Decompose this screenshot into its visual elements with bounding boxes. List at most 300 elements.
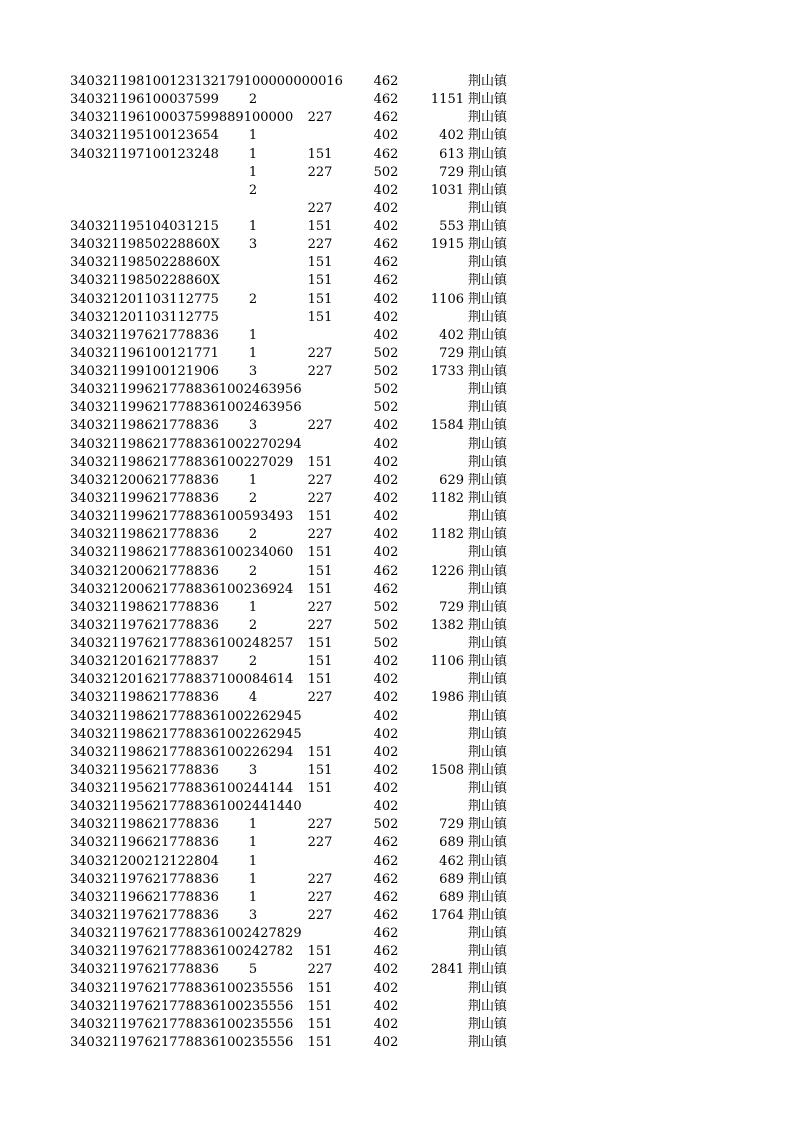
- town-cell: 荆山镇: [468, 889, 508, 905]
- table-row: [0, 490, 793, 508]
- id-cell: 340321198621778836100227029: [70, 454, 294, 470]
- id-cell: 34032119850228860X: [70, 237, 220, 253]
- table-row: [0, 454, 793, 472]
- total-cell: 689: [439, 835, 464, 851]
- town-cell: 荆山镇: [468, 400, 508, 416]
- amount-a-cell: [300, 436, 340, 454]
- id-cell: 340321201621778837100084614: [70, 672, 294, 688]
- amount-b-cell: 402: [373, 454, 399, 470]
- total-cell: 729: [439, 599, 464, 615]
- amount-a-cell: [300, 399, 340, 417]
- amount-a-cell: 151: [307, 509, 333, 525]
- total-cell: 689: [439, 871, 464, 887]
- total-cell: [420, 399, 464, 417]
- amount-b-cell: 462: [373, 889, 399, 905]
- town-cell: 荆山镇: [468, 563, 508, 579]
- total-cell: 1031: [430, 182, 464, 198]
- table-row: [0, 109, 793, 127]
- id-cell: 340321199621778836: [70, 490, 219, 506]
- count-cell: [240, 200, 266, 218]
- amount-b-cell: 402: [373, 799, 399, 815]
- count-cell: [240, 726, 266, 744]
- amount-b-cell: 402: [373, 509, 399, 525]
- table-row: [0, 907, 793, 925]
- table-row: [0, 436, 793, 454]
- table-row: [0, 599, 793, 617]
- count-cell: 1: [248, 219, 258, 235]
- count-cell: [240, 309, 266, 327]
- total-cell: [420, 671, 464, 689]
- amount-b-cell: 402: [373, 219, 399, 235]
- count-cell: 1: [248, 871, 258, 887]
- amount-b-cell: 462: [373, 835, 399, 851]
- amount-b-cell: 462: [373, 944, 399, 960]
- count-cell: [240, 925, 266, 943]
- count-cell: [240, 744, 266, 762]
- total-cell: 1106: [430, 291, 464, 307]
- total-cell: 1508: [430, 762, 464, 778]
- town-cell: 荆山镇: [468, 980, 508, 996]
- id-cell: 340321198621778836: [70, 599, 219, 615]
- total-cell: 1151: [430, 92, 464, 108]
- town-cell: 荆山镇: [468, 200, 508, 216]
- amount-b-cell: 402: [373, 200, 399, 216]
- town-cell: 荆山镇: [468, 219, 508, 235]
- amount-a-cell: [300, 925, 340, 943]
- count-cell: 3: [248, 364, 258, 380]
- amount-b-cell: 402: [373, 1016, 399, 1032]
- table-row: [0, 381, 793, 399]
- table-row: [0, 943, 793, 961]
- amount-b-cell: 402: [373, 962, 399, 978]
- total-cell: 553: [439, 219, 464, 235]
- amount-b-cell: 402: [373, 1034, 399, 1050]
- table-row: [0, 581, 793, 599]
- amount-b-cell: 502: [373, 817, 399, 833]
- town-cell: 荆山镇: [468, 74, 508, 89]
- id-cell: 340321195621778836: [70, 762, 219, 778]
- table-row: [0, 798, 793, 816]
- count-cell: 1: [248, 817, 258, 833]
- amount-b-cell: 462: [373, 237, 399, 253]
- amount-b-cell: 402: [373, 527, 399, 543]
- town-cell: 荆山镇: [468, 527, 508, 543]
- amount-a-cell: 151: [307, 309, 333, 325]
- table-row: [0, 291, 793, 309]
- total-cell: [420, 780, 464, 798]
- count-cell: 1: [248, 472, 258, 488]
- town-cell: 荆山镇: [468, 636, 508, 652]
- town-cell: 荆山镇: [468, 327, 508, 343]
- amount-a-cell: [300, 127, 340, 145]
- id-cell: 340321198621778836: [70, 527, 219, 543]
- total-cell: [420, 726, 464, 744]
- id-cell: 340321197621778836100235556: [70, 998, 294, 1014]
- count-cell: 5: [248, 962, 258, 978]
- count-cell: 3: [248, 907, 258, 923]
- count-cell: 1: [248, 327, 258, 343]
- amount-b-cell: 502: [373, 382, 399, 398]
- amount-a-cell: 227: [307, 164, 333, 180]
- amount-a-cell: 227: [307, 237, 333, 253]
- table-row: [0, 1016, 793, 1034]
- id-cell: 3403211986217788361002270294: [70, 436, 302, 452]
- amount-b-cell: 502: [373, 345, 399, 361]
- count-cell: 3: [248, 237, 258, 253]
- count-cell: [240, 635, 266, 653]
- amount-a-cell: [300, 91, 340, 109]
- town-cell: 荆山镇: [468, 545, 508, 561]
- id-cell: 340321197621778836: [70, 907, 219, 923]
- town-cell: 荆山镇: [468, 907, 508, 923]
- amount-a-cell: 151: [307, 1034, 333, 1050]
- total-cell: [420, 200, 464, 218]
- table-row: [0, 508, 793, 526]
- amount-a-cell: [300, 327, 340, 345]
- table-row: [0, 127, 793, 145]
- id-cell: 340321201103112775: [70, 291, 219, 307]
- amount-b-cell: 402: [373, 291, 399, 307]
- count-cell: 2: [248, 291, 258, 307]
- count-cell: [240, 454, 266, 472]
- table-row: [0, 998, 793, 1016]
- table-row: [0, 853, 793, 871]
- id-cell: 340321198621778836100226294: [70, 744, 294, 760]
- total-cell: [420, 436, 464, 454]
- town-cell: 荆山镇: [468, 509, 508, 525]
- total-cell: 729: [439, 817, 464, 833]
- town-cell: 荆山镇: [468, 962, 508, 978]
- count-cell: [240, 272, 266, 290]
- town-cell: 荆山镇: [468, 382, 508, 398]
- count-cell: [240, 508, 266, 526]
- amount-a-cell: [300, 182, 340, 200]
- table-row: [0, 961, 793, 979]
- town-cell: 荆山镇: [468, 345, 508, 361]
- count-cell: 1: [248, 164, 258, 180]
- id-cell: 340321196100037599: [70, 92, 219, 108]
- amount-a-cell: 151: [307, 273, 333, 289]
- town-cell: 荆山镇: [468, 92, 508, 108]
- id-cell: 3403211976217788361002427829: [70, 926, 302, 942]
- amount-a-cell: 227: [307, 418, 333, 434]
- amount-a-cell: 151: [307, 545, 333, 561]
- count-cell: [240, 943, 266, 961]
- amount-b-cell: 402: [373, 726, 399, 742]
- amount-b-cell: 402: [373, 690, 399, 706]
- amount-a-cell: 151: [307, 980, 333, 996]
- count-cell: [240, 581, 266, 599]
- total-cell: [420, 581, 464, 599]
- count-cell: [240, 254, 266, 272]
- table-row: [0, 744, 793, 762]
- amount-b-cell: 402: [373, 980, 399, 996]
- count-cell: 1: [248, 128, 258, 144]
- amount-a-cell: 227: [307, 889, 333, 905]
- count-cell: 1: [248, 889, 258, 905]
- id-cell: 3403211986217788361002262945: [70, 708, 302, 724]
- id-cell: 340321197621778836100235556: [70, 1034, 294, 1050]
- id-cell: 34032119850228860X: [70, 273, 220, 289]
- count-cell: 3: [248, 418, 258, 434]
- amount-a-cell: 227: [307, 527, 333, 543]
- table-row: [0, 925, 793, 943]
- town-cell: 荆山镇: [468, 291, 508, 307]
- table-row: [0, 164, 793, 182]
- count-cell: [240, 798, 266, 816]
- id-cell: 340321195104031215: [70, 219, 219, 235]
- id-cell: 340321197621778836100235556: [70, 980, 294, 996]
- amount-a-cell: 151: [307, 944, 333, 960]
- total-cell: 402: [439, 128, 464, 144]
- table-row: [0, 780, 793, 798]
- total-cell: 1986: [430, 690, 464, 706]
- town-cell: 荆山镇: [468, 1016, 508, 1032]
- id-cell: 340321200621778836: [70, 563, 219, 579]
- id-cell: 340321197621778836: [70, 327, 219, 343]
- amount-a-cell: [300, 798, 340, 816]
- amount-b-cell: 402: [373, 762, 399, 778]
- amount-b-cell: 502: [373, 164, 399, 180]
- id-cell: 340321197621778836100242782: [70, 944, 294, 960]
- table-row: [0, 653, 793, 671]
- total-cell: [420, 73, 464, 91]
- amount-a-cell: 151: [307, 654, 333, 670]
- count-cell: 2: [248, 92, 258, 108]
- amount-b-cell: 402: [373, 708, 399, 724]
- table-row: [0, 472, 793, 490]
- table-row: [0, 544, 793, 562]
- total-cell: [420, 798, 464, 816]
- table-row: [0, 617, 793, 635]
- town-cell: 荆山镇: [468, 926, 508, 942]
- total-cell: [420, 309, 464, 327]
- town-cell: 荆山镇: [468, 237, 508, 253]
- amount-b-cell: 462: [373, 146, 399, 162]
- table-row: [0, 73, 793, 91]
- table-row: [0, 980, 793, 998]
- amount-b-cell: 402: [373, 418, 399, 434]
- table-row: [0, 834, 793, 852]
- count-cell: 1: [248, 345, 258, 361]
- town-cell: 荆山镇: [468, 273, 508, 289]
- town-cell: 荆山镇: [468, 472, 508, 488]
- amount-b-cell: 462: [373, 871, 399, 887]
- id-cell: 340321197621778836: [70, 962, 219, 978]
- id-cell: 340321196100121771: [70, 345, 219, 361]
- total-cell: [420, 708, 464, 726]
- table-row: [0, 254, 793, 272]
- id-cell: 340321196621778836: [70, 889, 219, 905]
- table-row: [0, 91, 793, 109]
- amount-b-cell: 462: [373, 273, 399, 289]
- total-cell: [420, 454, 464, 472]
- town-cell: 荆山镇: [468, 762, 508, 778]
- town-cell: 荆山镇: [468, 182, 508, 198]
- id-cell: 340321199100121906: [70, 364, 219, 380]
- id-cell: 3403211956217788361002441440: [70, 799, 302, 815]
- total-cell: 1106: [430, 654, 464, 670]
- total-cell: [420, 998, 464, 1016]
- town-cell: 荆山镇: [468, 744, 508, 760]
- id-cell: 340321197621778836: [70, 617, 219, 633]
- amount-a-cell: 227: [307, 472, 333, 488]
- total-cell: 2841: [430, 962, 464, 978]
- town-cell: 荆山镇: [468, 998, 508, 1014]
- total-cell: 1182: [430, 527, 464, 543]
- table-row: [0, 708, 793, 726]
- id-cell: 340321200621778836100236924: [70, 581, 294, 597]
- town-cell: 荆山镇: [468, 1034, 508, 1050]
- town-cell: 荆山镇: [468, 672, 508, 688]
- town-cell: 荆山镇: [468, 781, 508, 797]
- amount-b-cell: 402: [373, 744, 399, 760]
- amount-a-cell: 151: [307, 454, 333, 470]
- amount-a-cell: 151: [307, 219, 333, 235]
- count-cell: [240, 73, 266, 91]
- table-row: [0, 762, 793, 780]
- total-cell: [420, 635, 464, 653]
- id-cell: 340321197621778836100248257: [70, 636, 294, 652]
- total-cell: 1584: [430, 418, 464, 434]
- amount-b-cell: 402: [373, 545, 399, 561]
- total-cell: 613: [439, 146, 464, 162]
- id-cell: 340321197621778836: [70, 871, 219, 887]
- table-row: [0, 871, 793, 889]
- town-cell: 荆山镇: [468, 799, 508, 815]
- total-cell: [420, 943, 464, 961]
- amount-b-cell: 402: [373, 327, 399, 343]
- total-cell: 629: [439, 472, 464, 488]
- count-cell: [240, 671, 266, 689]
- total-cell: [420, 254, 464, 272]
- amount-a-cell: [300, 726, 340, 744]
- table-row: [0, 1034, 793, 1052]
- count-cell: 2: [248, 527, 258, 543]
- amount-b-cell: 462: [373, 581, 399, 597]
- table-row: [0, 526, 793, 544]
- id-cell: 340321200212122804: [70, 853, 219, 869]
- amount-a-cell: 151: [307, 255, 333, 271]
- id-cell: 340321200621778836: [70, 472, 219, 488]
- amount-a-cell: [300, 73, 340, 91]
- table-row: [0, 816, 793, 834]
- table-row: [0, 345, 793, 363]
- amount-a-cell: 227: [307, 200, 333, 216]
- id-cell: 340321198621778836: [70, 418, 219, 434]
- town-cell: 荆山镇: [468, 164, 508, 180]
- town-cell: 荆山镇: [468, 617, 508, 633]
- count-cell: 3: [248, 762, 258, 778]
- table-row: [0, 309, 793, 327]
- total-cell: 689: [439, 889, 464, 905]
- town-cell: 荆山镇: [468, 128, 508, 144]
- amount-b-cell: 402: [373, 436, 399, 452]
- town-cell: 荆山镇: [468, 708, 508, 724]
- amount-a-cell: 151: [307, 146, 333, 162]
- amount-a-cell: [300, 853, 340, 871]
- town-cell: 荆山镇: [468, 146, 508, 162]
- total-cell: [420, 980, 464, 998]
- town-cell: 荆山镇: [468, 944, 508, 960]
- amount-a-cell: 227: [307, 364, 333, 380]
- table-row: [0, 200, 793, 218]
- table-row: [0, 635, 793, 653]
- count-cell: 2: [248, 490, 258, 506]
- count-cell: 1: [248, 853, 258, 869]
- amount-a-cell: 227: [307, 490, 333, 506]
- amount-b-cell: 462: [373, 853, 399, 869]
- id-cell: 340321198621778836: [70, 817, 219, 833]
- amount-a-cell: 227: [307, 871, 333, 887]
- table-row: [0, 236, 793, 254]
- count-cell: [240, 544, 266, 562]
- count-cell: 2: [248, 654, 258, 670]
- amount-a-cell: 227: [307, 817, 333, 833]
- amount-b-cell: 462: [373, 255, 399, 271]
- id-cell: 340321197621778836100235556: [70, 1016, 294, 1032]
- amount-b-cell: 402: [373, 490, 399, 506]
- amount-a-cell: 227: [307, 962, 333, 978]
- amount-a-cell: 151: [307, 636, 333, 652]
- amount-b-cell: 402: [373, 182, 399, 198]
- id-cell: 340321198621778836: [70, 690, 219, 706]
- town-cell: 荆山镇: [468, 490, 508, 506]
- amount-b-cell: 462: [373, 926, 399, 942]
- amount-a-cell: 227: [307, 835, 333, 851]
- amount-a-cell: 227: [307, 599, 333, 615]
- town-cell: 荆山镇: [468, 454, 508, 470]
- table-row: [0, 272, 793, 290]
- count-cell: 2: [248, 563, 258, 579]
- amount-b-cell: 502: [373, 617, 399, 633]
- amount-a-cell: 151: [307, 744, 333, 760]
- town-cell: 荆山镇: [468, 581, 508, 597]
- total-cell: 1764: [430, 907, 464, 923]
- id-cell: 340321195100123654: [70, 128, 219, 144]
- id-cell: 340321199621778836100593493: [70, 509, 294, 525]
- table-row: [0, 726, 793, 744]
- amount-a-cell: 151: [307, 672, 333, 688]
- town-cell: 荆山镇: [468, 255, 508, 271]
- total-cell: 1733: [430, 364, 464, 380]
- amount-a-cell: 151: [307, 291, 333, 307]
- count-cell: [240, 436, 266, 454]
- amount-a-cell: 151: [307, 998, 333, 1014]
- amount-a-cell: 227: [307, 907, 333, 923]
- table-row: [0, 671, 793, 689]
- town-cell: 荆山镇: [468, 690, 508, 706]
- id-cell: 3403211986217788361002262945: [70, 726, 302, 742]
- town-cell: 荆山镇: [468, 364, 508, 380]
- amount-b-cell: 402: [373, 128, 399, 144]
- count-cell: [240, 1034, 266, 1052]
- count-cell: 2: [248, 617, 258, 633]
- count-cell: [240, 780, 266, 798]
- amount-a-cell: [300, 381, 340, 399]
- id-cell: 340321196100037599889100000: [70, 110, 294, 126]
- town-cell: 荆山镇: [468, 418, 508, 434]
- count-cell: [240, 381, 266, 399]
- town-cell: 荆山镇: [468, 110, 508, 126]
- amount-b-cell: 402: [373, 472, 399, 488]
- amount-a-cell: 151: [307, 563, 333, 579]
- amount-a-cell: 151: [307, 781, 333, 797]
- count-cell: 1: [248, 835, 258, 851]
- table-row: [0, 689, 793, 707]
- total-cell: [420, 508, 464, 526]
- town-cell: 荆山镇: [468, 726, 508, 742]
